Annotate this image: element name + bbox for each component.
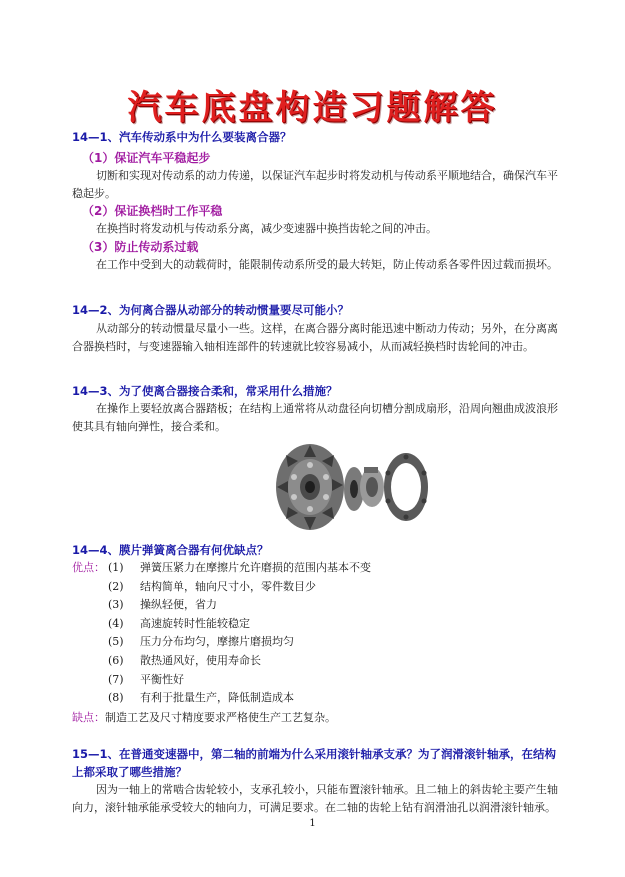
list-item: (5) 压力分布均匀，摩擦片磨损均匀 [108, 635, 294, 649]
page-number: 1 [309, 818, 316, 829]
question-14-2: 14—2、为何离合器从动部分的转动惯量要尽可能小？ [72, 303, 350, 317]
list-item: (8) 有利于批量生产，降低制造成本 [108, 691, 294, 705]
list-item: (4) 高速旋转时性能较稳定 [108, 616, 250, 630]
q3-body: 在操作上要轻放离合器踏板；在结构上通常将从动盘径向切槽分割成扇形，沿周向翘曲成波浪形使其具有轴向弹性，接合柔和。 [72, 402, 558, 433]
list-item: (2) 结构简单，轴向尺寸小，零件数目少 [108, 579, 316, 593]
question-14-1: 14—1、汽车传动系中为什么要装离合器？ [72, 130, 292, 144]
list-item: (3) 操纵轻便，省力 [108, 598, 217, 612]
list-item: 优点： (1) 弹簧压紧力在摩擦片允许磨损的范围内基本不变 [72, 559, 552, 578]
pros-list [72, 559, 552, 708]
pressure-plate-illustration [384, 453, 428, 521]
list-item: (6) 散热通风好，使用寿命长 [108, 653, 261, 667]
question-15-1: 15—1、在普通变速器中，第二轴的前端为什么采用滚针轴承支承？为了润滑滚针轴承，在结构上都采取了哪些措施？ [72, 747, 557, 779]
q1-body-1: 切断和实现对传动系的动力传递，以保证汽车起步时将发动机与传动系平顺地结合，确保汽车平稳起步。 [72, 169, 558, 200]
q1-heading-2: （2）保证换档时工作平稳 [82, 204, 223, 218]
page-title: 汽车底盘构造习题解答 [127, 88, 498, 128]
q1-body-3: 在工作中受到大的动载荷时，能限制传动系所受的最大转矩，防止传动系各零件因过载而损坏。 [96, 258, 558, 271]
q2-body: 从动部分的转动惯量尽量小一些。这样，在离合器分离时能迅速中断动力传动；另外，在分离离合器换档时，与变速器输入轴相连部件的转速就比较容易减小，从而减轻换档时齿轮间的冲击。 [72, 322, 558, 353]
q1-body-2: 在换挡时将发动机与传动系分离，减少变速器中换挡齿轮之间的冲击。 [96, 222, 437, 235]
question-14-4: 14—4、膜片弹簧离合器有何优缺点？ [72, 543, 269, 557]
q5-body: 因为一轴上的常啮合齿轮较小，支承孔较小，只能布置滚针轴承。且二轴上的斜齿轮主要产生轴向力，滚针轴承能承受较大的轴向力，可满足要求。在二轴的齿轮上钻有润滑油孔以润滑滚针轴承。 [72, 783, 558, 814]
clutch-parts-image [268, 437, 434, 533]
hub-parts-illustration [344, 467, 384, 511]
clutch-disc-illustration [276, 444, 344, 530]
q1-heading-1: （1）保证汽车平稳起步 [82, 151, 211, 165]
pros-label: 优点： [72, 561, 105, 574]
q1-heading-3: （3）防止传动系过载 [82, 240, 199, 254]
list-item: (7) 平衡性好 [108, 672, 184, 686]
cons-label: 缺点： [72, 711, 105, 724]
cons-text: 制造工艺及尺寸精度要求严格使生产工艺复杂。 [105, 711, 336, 724]
question-14-3: 14—3、为了使离合器接合柔和，常采用什么措施？ [72, 384, 338, 398]
cons-line [72, 709, 552, 727]
